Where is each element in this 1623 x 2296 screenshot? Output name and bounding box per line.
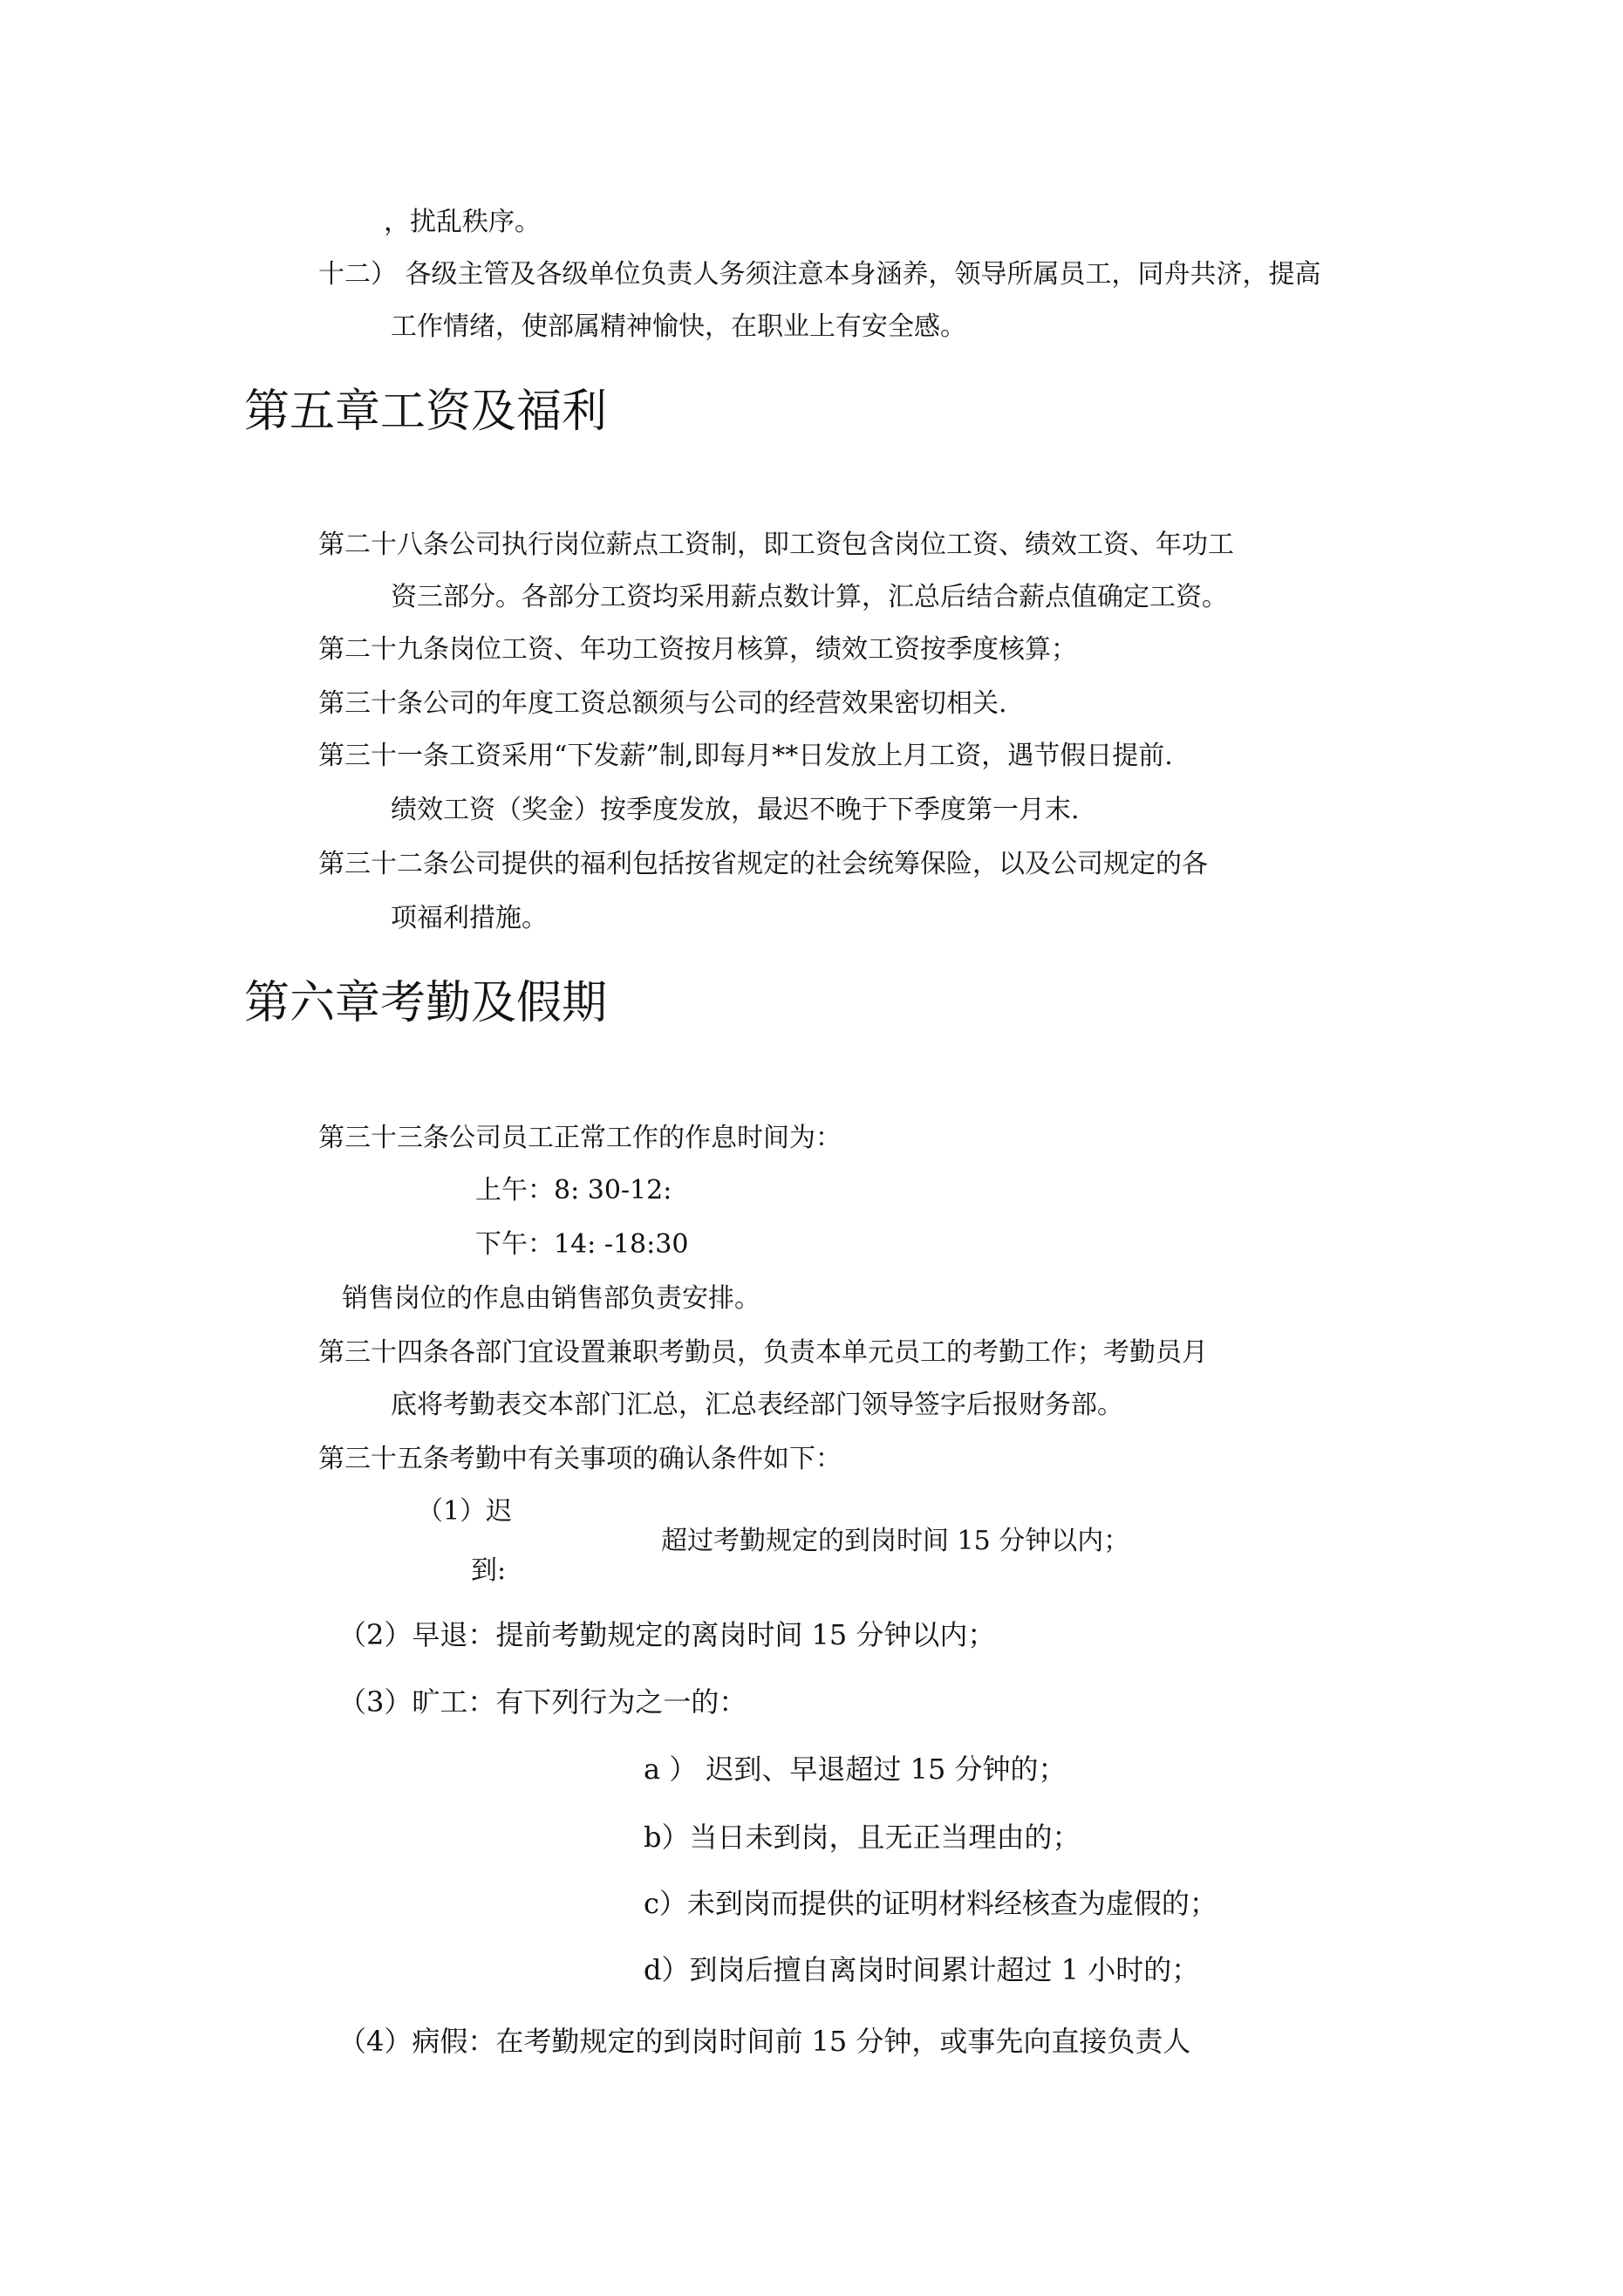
article-line: 绩效工资（奖金）按季度发放，最迟不晚于下季度第一月末. [391, 795, 1080, 825]
article-line: 底将考勤表交本部门汇总，汇总表经部门领导签字后报财务部。 [391, 1390, 1123, 1420]
article-line: 第三十四条各部门宜设置兼职考勤员，负责本单元员工的考勤工作；考勤员月 [318, 1337, 1208, 1368]
list-item-label: 到: [471, 1555, 507, 1586]
schedule-line: 下午：14: -18:30 [475, 1229, 689, 1260]
sub-list-item: c）未到岗而提供的证明材料经核查为虚假的； [644, 1887, 1217, 1920]
article-line: 第三十三条公司员工正常工作的作息时间为： [318, 1123, 842, 1153]
list-item: （2）早退：提前考勤规定的离岗时间 15 分钟以内； [338, 1618, 996, 1651]
article-line: 第二十八条公司执行岗位薪点工资制，即工资包含岗位工资、绩效工资、年功工 [318, 530, 1234, 560]
article-line: 第三十二条公司提供的福利包括按省规定的社会统筹保险，以及公司规定的各 [318, 849, 1208, 879]
sub-list-item: b）当日未到岗，且无正当理由的； [644, 1821, 1081, 1854]
sub-list-item: a ） 迟到、早退超过 15 分钟的； [644, 1753, 1067, 1786]
paragraph-line: ，扰乱秩序。 [384, 207, 541, 237]
article-line: 第三十一条工资采用“下发薪”制,即每月**日发放上月工资，遇节假日提前. [318, 741, 1173, 771]
article-line: 项福利措施。 [391, 903, 548, 933]
list-item-label: （1）迟 [417, 1496, 513, 1527]
list-item: 十二） 各级主管及各级单位负责人务须注意本身涵养，领导所属员工，同舟共济，提高 [318, 259, 1321, 290]
list-item: （4）病假：在考勤规定的到岗时间前 15 分钟，或事先向直接负责人 [338, 2025, 1191, 2058]
sub-list-item: d）到岗后擅自离岗时间累计超过 1 小时的； [644, 1953, 1200, 1986]
article-line: 第二十九条岗位工资、年功工资按月核算，绩效工资按季度核算； [318, 634, 1077, 665]
article-line: 第三十五条考勤中有关事项的确认条件如下： [318, 1444, 842, 1474]
article-line: 资三部分。各部分工资均采用薪点数计算，汇总后结合薪点值确定工资。 [391, 582, 1228, 612]
chapter-heading: 第五章工资及福利 [244, 386, 608, 438]
article-line: 第三十条公司的年度工资总额须与公司的经营效果密切相关. [318, 688, 1007, 719]
schedule-line: 上午：8: 30-12: [475, 1175, 672, 1206]
list-item: （3）旷工：有下列行为之一的： [338, 1685, 747, 1719]
list-item-text: 超过考勤规定的到岗时间 15 分钟以内； [661, 1526, 1130, 1556]
paragraph-line: 销售岗位的作息由销售部负责安排。 [342, 1283, 760, 1314]
chapter-heading: 第六章考勤及假期 [244, 977, 608, 1029]
paragraph-line: 工作情绪，使部属精神愉快，在职业上有安全感。 [391, 311, 966, 342]
